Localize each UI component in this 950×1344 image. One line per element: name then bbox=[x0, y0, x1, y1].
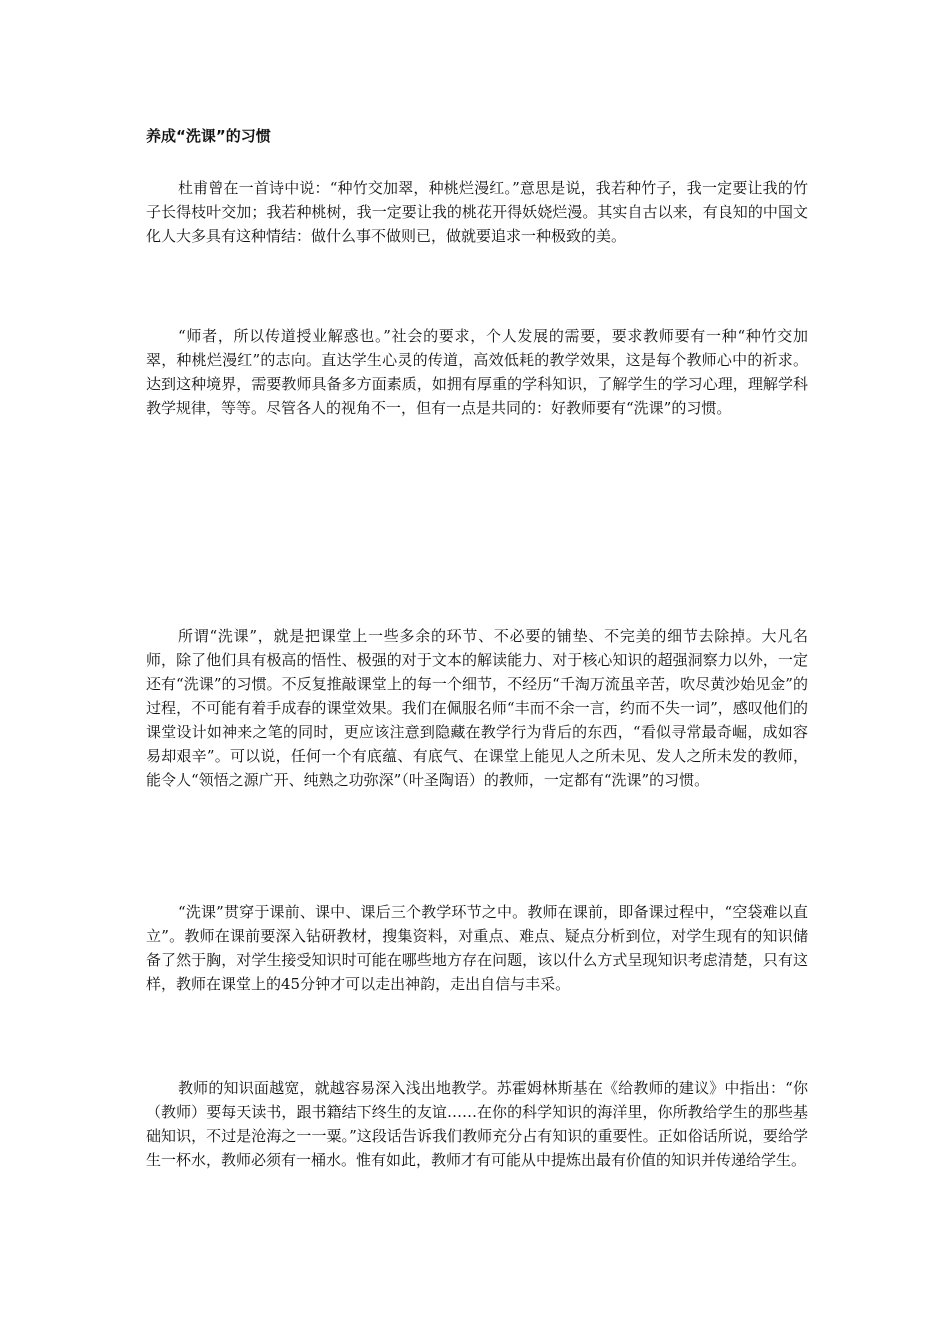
paragraph-5: 教师的知识面越宽，就越容易深入浅出地教学。苏霍姆林斯基在《给教师的建议》中指出：“你（教师）要每天读书，跟书籍结下终生的友谊……在你的科学知识的海洋里，你所教给学生的那些基础知识，不过是沧海之一一粟。”这段话告诉我们教师充分占有知识的重要性。正如俗话所说，要给学生一杯水，教师必须有一桶水。惟有如此，教师才有可能从中提炼出最有价值的知识并传递给学生。 bbox=[146, 1079, 808, 1169]
paragraph-4: “洗课”贯穿于课前、课中、课后三个教学环节之中。教师在课前，即备课过程中，“空袋难以直立”。教师在课前要深入钻研教材，搜集资料，对重点、难点、疑点分析到位，对学生现有的知识储备了然于胸，对学生接受知识时可能在哪些地方存在问题，该以什么方式呈现知识考虑清楚，只有这样，教师在课堂上的45分钟才可以走出神韵，走出自信与丰采。 bbox=[146, 903, 808, 993]
paragraph-2: “师者，所以传道授业解惑也。”社会的要求，个人发展的需要，要求教师要有一种“种竹交加翠，种桃烂漫红”的志向。直达学生心灵的传道，高效低耗的教学效果，这是每个教师心中的祈求。达到这种境界，需要教师具备多方面素质，如拥有厚重的学科知识，了解学生的学习心理，理解学科教学规律，等等。尽管各人的视角不一，但有一点是共同的：好教师要有“洗课”的习惯。 bbox=[146, 327, 808, 417]
document-title: 养成“洗课”的习惯 bbox=[146, 127, 271, 145]
paragraph-1: 杜甫曾在一首诗中说：“种竹交加翠，种桃烂漫红。”意思是说，我若种竹子，我一定要让我的竹子长得枝叶交加；我若种桃树，我一定要让我的桃花开得妖娆烂漫。其实自古以来，有良知的中国文化人大多具有这种情结：做什么事不做则已，做就要追求一种极致的美。 bbox=[146, 179, 808, 245]
paragraph-3: 所谓“洗课”，就是把课堂上一些多余的环节、不必要的铺垫、不完美的细节去除掉。大凡名师，除了他们具有极高的悟性、极强的对于文本的解读能力、对于核心知识的超强洞察力以外，一定还有“洗课”的习惯。不反复推敲课堂上的每一个细节，不经历“千淘万流虽辛苦，吹尽黄沙始见金”的过程，不可能有着手成春的课堂效果。我们在佩服名师“丰而不余一言，约而不失一词”，感叹他们的课堂设计如神来之笔的同时，更应该注意到隐藏在教学行为背后的东西，“看似寻常最奇崛，成如容易却艰辛”。可以说，任何一个有底蕴、有底气、在课堂上能见人之所未见、发人之所未发的教师，能令人“领悟之源广开、纯熟之功弥深”（叶圣陶语）的教师，一定都有“洗课”的习惯。 bbox=[146, 627, 808, 789]
